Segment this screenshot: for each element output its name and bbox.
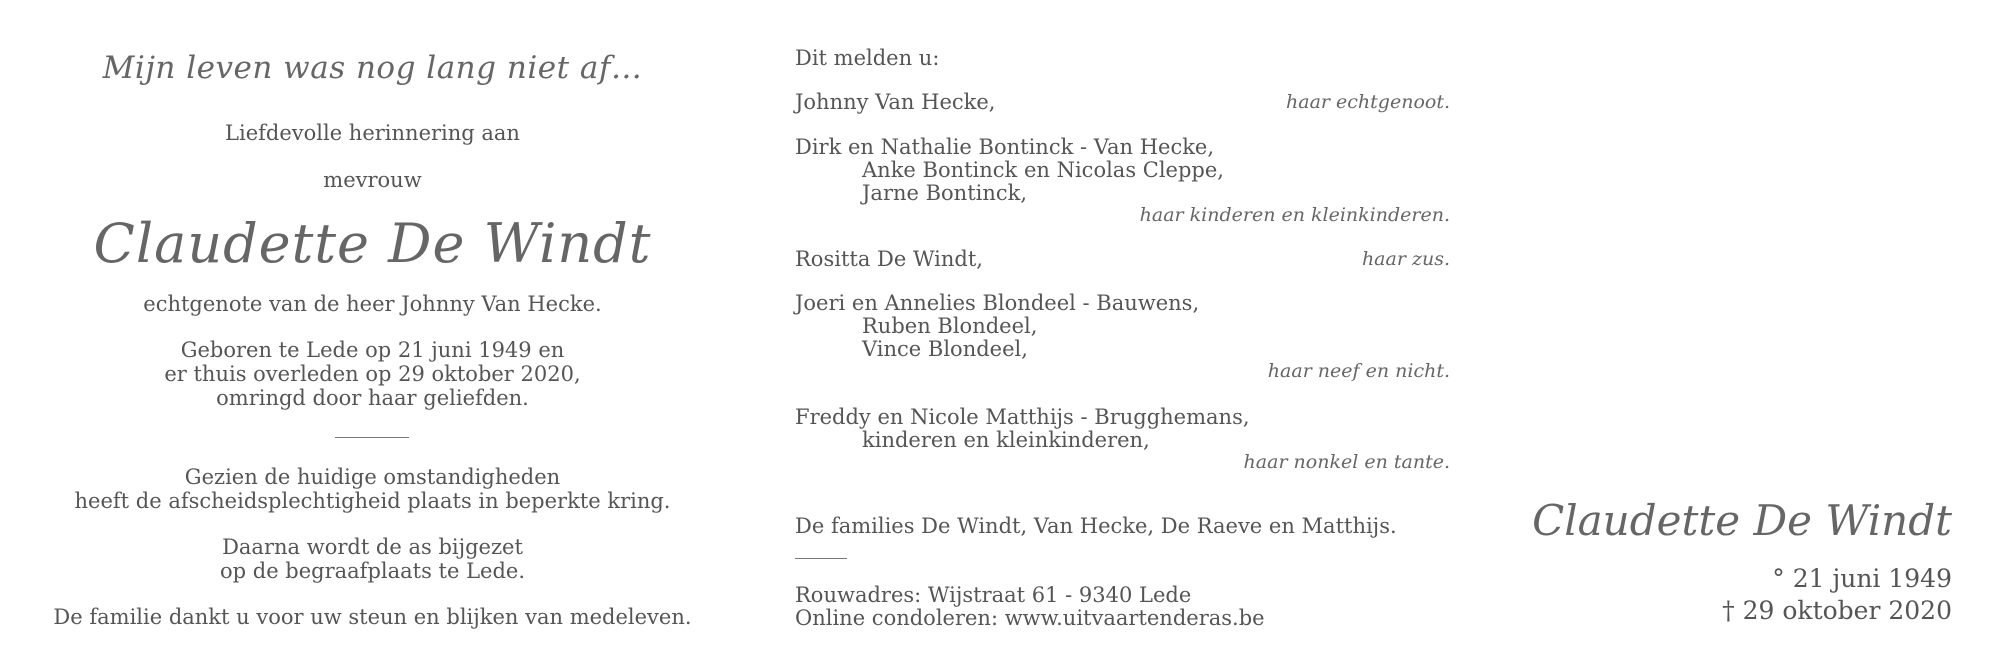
family-line: kinderen en kleinkinderen,: [862, 428, 1150, 452]
family-line: Dirk en Nathalie Bontinck - Van Hecke,: [795, 135, 1215, 159]
birth-line-3: omringd door haar geliefden.: [216, 386, 529, 410]
relation-label: haar echtgenoot.: [1286, 91, 1450, 113]
family-line: Johnny Van Hecke,: [795, 90, 996, 114]
tagline: Mijn leven was nog lang niet af…: [102, 50, 643, 86]
death-date: † 29 oktober 2020: [1722, 596, 1952, 625]
birth-line-1: Geboren te Lede op 21 juni 1949 en: [180, 338, 565, 362]
cover-name: Claudette De Windt: [1532, 496, 1952, 545]
intro-line: Dit melden u:: [795, 46, 940, 70]
circumstances-line-2: heeft de afscheidsplechtigheid plaats in beperkte kring.: [74, 489, 671, 513]
relation-label: haar zus.: [1361, 248, 1450, 270]
family-line: Jarne Bontinck,: [862, 181, 1028, 205]
families-line: De families De Windt, Van Hecke, De Raeve en Matthijs.: [795, 514, 1397, 538]
birth-line-2: er thuis overleden op 29 oktober 2020,: [164, 362, 581, 386]
relation-label: haar neef en nicht.: [1267, 360, 1450, 382]
relation-label: haar nonkel en tante.: [1243, 451, 1450, 473]
burial-line-1: Daarna wordt de as bijgezet: [222, 535, 523, 559]
family-line: Anke Bontinck en Nicolas Cleppe,: [862, 158, 1224, 182]
family-line: Joeri en Annelies Blondeel - Bauwens,: [795, 291, 1200, 315]
burial-line-2: op de begraafplaats te Lede.: [219, 559, 526, 583]
birth-date: ° 21 juni 1949: [1772, 564, 1952, 593]
deceased-name: Claudette De Windt: [93, 212, 652, 275]
address-line: Rouwadres: Wijstraat 61 - 9340 Lede: [795, 583, 1192, 607]
family-line: Vince Blondeel,: [862, 337, 1028, 361]
divider: [335, 437, 409, 438]
family-line: Rositta De Windt,: [795, 247, 983, 271]
family-line: Freddy en Nicole Matthijs - Brugghemans,: [795, 405, 1250, 429]
relation-label: haar kinderen en kleinkinderen.: [1139, 204, 1450, 226]
family-line: Ruben Blondeel,: [862, 314, 1038, 338]
online-condolence-line: Online condoleren: www.uitvaartenderas.be: [795, 606, 1265, 630]
circumstances-line-1: Gezien de huidige omstandigheden: [184, 465, 561, 489]
thanks-line: De familie dankt u voor uw steun en blijken van medeleven.: [53, 605, 692, 629]
title-line: mevrouw: [323, 168, 422, 192]
spouse-line: echtgenote van de heer Johnny Van Hecke.: [143, 292, 602, 316]
divider: [795, 558, 847, 559]
memory-line: Liefdevolle herinnering aan: [225, 121, 520, 145]
